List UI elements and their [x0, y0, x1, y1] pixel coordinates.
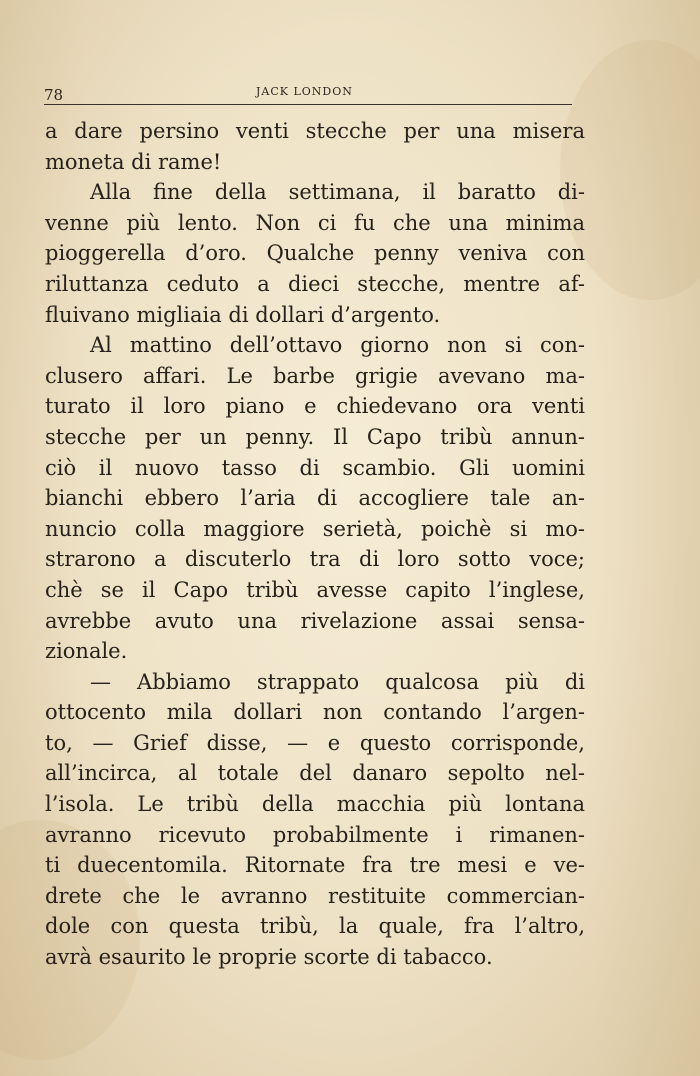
text-line: ti duecentomila. Ritornate fra tre mesi e ve-: [45, 853, 585, 878]
text-line: a dare persino venti stecche per una misera: [45, 119, 585, 143]
text-line: pioggerella d’oro. Qualche penny veniva con: [45, 241, 585, 266]
text-line: moneta di rame!: [45, 149, 222, 174]
text-line: avrà esaurito le proprie scorte di tabacco.: [45, 945, 493, 970]
text-line: bianchi ebbero l’aria di accogliere tale an-: [45, 486, 585, 511]
text-line: clusero affari. Le barbe grigie avevano ma-: [45, 363, 585, 388]
text-line: ciò il nuovo tasso di scambio. Gli uomini: [45, 455, 585, 480]
page-header: [44, 82, 572, 104]
text-line: stecche per un penny. Il Capo tribù annun-: [45, 424, 585, 449]
text-line: avrebbe avuto una rivelazione assai sensa-: [45, 608, 585, 633]
running-title: JACK LONDON: [256, 85, 353, 98]
text-line: nuncio colla maggiore serietà, poichè si mo-: [45, 516, 585, 541]
header-rule: [44, 104, 572, 105]
text-line: Al mattino dell’ottavo giorno non si con-: [90, 333, 585, 358]
text-line: chè se il Capo tribù avesse capito l’inglese,: [45, 577, 585, 602]
text-line: turato il loro piano e chiedevano ora venti: [45, 394, 585, 419]
text-line: drete che le avranno restituite commercian-: [45, 883, 585, 908]
text-line: zionale.: [45, 639, 128, 664]
page-number: 78: [44, 86, 64, 104]
text-line: venne più lento. Non ci fu che una minima: [45, 210, 585, 235]
text-line: l’isola. Le tribù della macchia più lontana: [45, 792, 585, 817]
text-line: dole con questa tribù, la quale, fra l’altro,: [45, 914, 585, 939]
text-line: fluivano migliaia di dollari d’argento.: [45, 302, 441, 327]
text-line: all’incirca, al totale del danaro sepolto nel-: [45, 761, 585, 786]
text-line: avranno ricevuto probabilmente i rimanen-: [45, 822, 585, 847]
text-line: — Abbiamo strappato qualcosa più di: [90, 669, 585, 694]
text-line: strarono a discuterlo tra di loro sotto voce;: [45, 547, 585, 572]
text-line: to, — Grief disse, — e questo corrisponde,: [45, 730, 585, 755]
text-line: riluttanza ceduto a dieci stecche, mentre af-: [45, 271, 585, 296]
text-line: Alla fine della settimana, il baratto di-: [90, 180, 585, 205]
body-text: [45, 116, 585, 973]
text-line: ottocento mila dollari non contando l’argen-: [45, 700, 585, 725]
